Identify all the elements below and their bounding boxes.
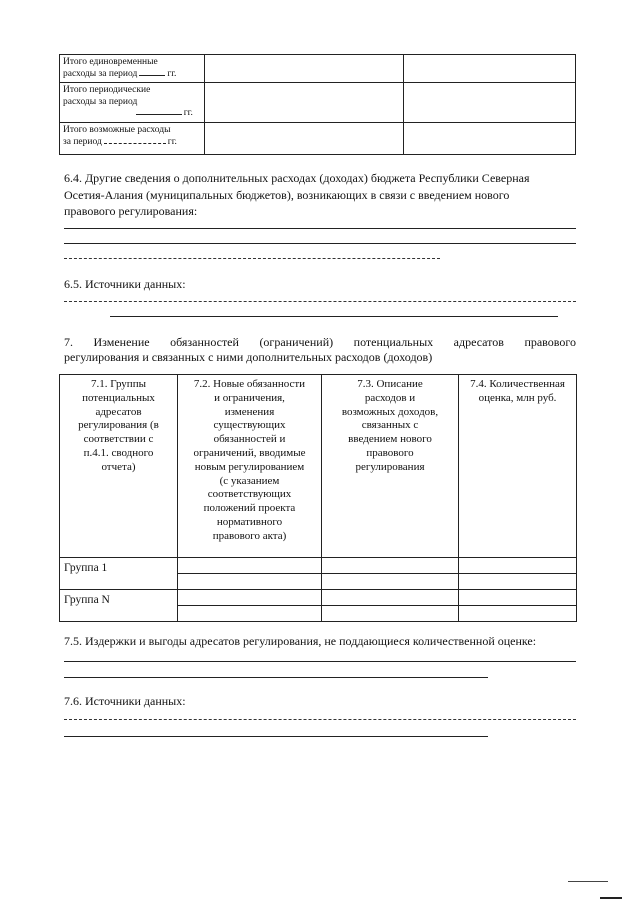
fill-line[interactable] [64,661,576,662]
table-row [60,123,576,155]
label-line: Итого возможные расходы [63,125,171,135]
label-line: Итого периодические [63,85,151,95]
expenses-table [59,54,576,155]
header-cell-7-3: 7.3. Описание расходов и возможных доходов, связанных с введением нового правового регулирования [322,375,459,558]
label-line: расходы за период [63,96,138,107]
page-mark [600,897,622,899]
heading-word: потенциальных [353,335,434,349]
fill-line[interactable] [64,719,576,720]
row-label [60,123,205,155]
header-cell-7-1: 7.1. Группы потенциальных адресатов регулирования (в соответствии с п.4.1. сводного отчета) [60,375,178,558]
value-cell[interactable] [404,83,576,123]
value-cell[interactable] [322,558,459,590]
table-row [60,83,576,123]
table-row [60,558,577,590]
fill-line[interactable] [64,301,576,302]
value-cell[interactable] [322,590,459,622]
fill-line[interactable] [64,228,576,229]
label-line: Итого единовременные [63,57,158,67]
value-cell[interactable] [204,83,404,123]
heading-word: (ограничений) [259,335,334,349]
value-cell[interactable] [404,123,576,155]
table-row [60,55,576,83]
fill-line[interactable] [64,258,440,259]
fill-line[interactable] [64,243,576,244]
section-6-4-text [64,170,584,220]
value-cell[interactable] [204,123,404,155]
page-mark [568,881,608,882]
table-row [60,590,577,622]
section-7-5-title: 7.5. Издержки и выгоды адресатов регулирования, не поддающиеся количественной оценке: [64,634,537,648]
text-line: 6.4. Другие сведения о дополнительных расходах (доходах) бюджета Республики Северная [64,171,530,185]
heading-word: адресатов [453,335,504,349]
text-line: правового регулирования: [64,204,198,218]
value-cell[interactable] [459,558,577,590]
heading-word: Изменение [93,335,150,349]
heading-word: правового [524,335,576,349]
group-label: Группа 1 [60,558,178,590]
header-cell-7-4: 7.4. Количественная оценка, млн руб. [459,375,577,558]
section-6-5-title: 6.5. Источники данных: [64,277,186,291]
heading-word: 7. [64,335,73,349]
value-cell[interactable] [404,55,576,83]
value-cell[interactable] [178,558,322,590]
text-line: Осетия-Алания (муниципальных бюджетов), возникающих в связи с введением нового [64,187,510,202]
label-line: за период гг. [63,136,177,147]
heading-word: обязанностей [170,335,239,349]
fill-line[interactable] [64,677,488,678]
row-label [60,55,205,83]
label-line: гг. [63,108,201,120]
fill-line[interactable] [64,736,488,737]
value-cell[interactable] [204,55,404,83]
group-label: Группа N [60,590,178,622]
obligations-table [59,374,577,622]
value-cell[interactable] [178,590,322,622]
header-cell-7-2: 7.2. Новые обязанности и ограничения, изменения существующих обязанностей и ограничений, вводимые новым регулированием (с указанием соответствующих положений проекта нормативного правового акта) [178,375,322,558]
section-7-heading-line2: регулирования и связанных с ними дополнительных расходов (доходов) [64,350,433,364]
table-header-row [60,375,577,558]
label-line: расходы за период гг. [63,68,177,79]
row-label [60,83,205,123]
value-cell[interactable] [459,590,577,622]
fill-line[interactable] [110,316,558,317]
section-7-6-title: 7.6. Источники данных: [64,694,186,708]
